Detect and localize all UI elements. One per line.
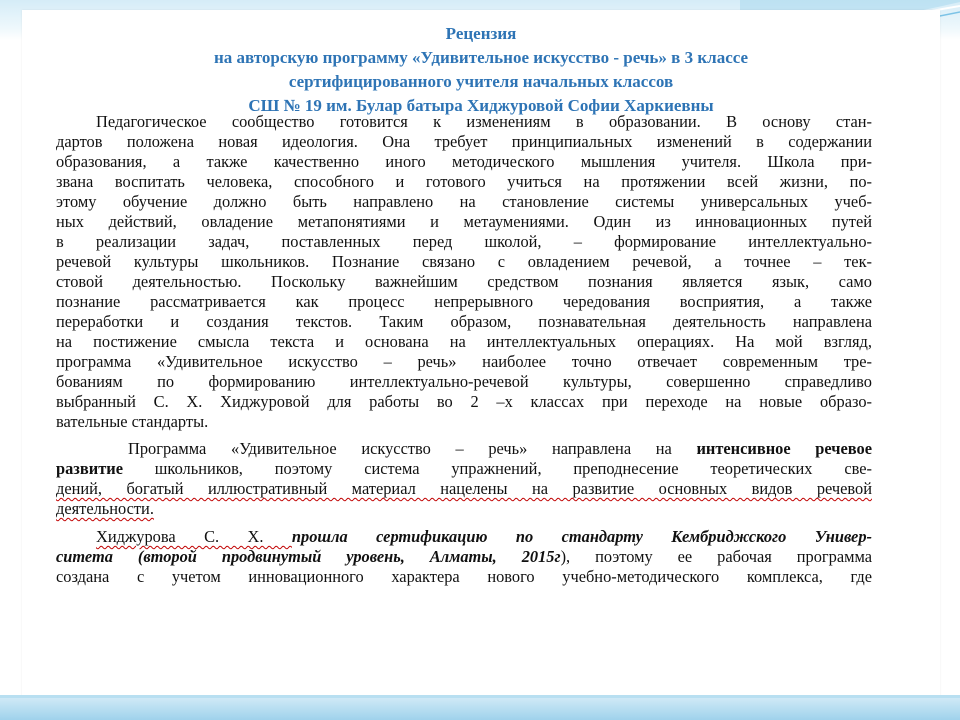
p3-bold-italic-text: ситета (второй продвинутый уровень, Алматы, 2015г <box>56 547 561 566</box>
p2-bold-text: интенсивное речевое <box>696 439 872 458</box>
p3-text: Хиджурова С. Х. <box>96 527 292 546</box>
p2-line: дений, богатый иллюстративный материал нацелены на развитие основных видов речевой <box>56 479 872 498</box>
document-title: Рецензия <box>445 24 517 43</box>
p1-line: бованиям по формированию интеллектуально-речевой культуры, совершенно справедливо <box>56 372 872 391</box>
p1-line: вательные стандарты. <box>56 412 209 431</box>
header-line-2: на авторскую программу «Удивительное искусство - речь» в 3 классе <box>213 48 749 67</box>
p2-text: школьников, поэтому система упражнений, преподнесение теоретических све- <box>122 459 872 478</box>
p1-line: переработки и создания текстов. Таким образом, познавательная деятельность направлена <box>56 312 872 331</box>
p1-line: выбранный С. Х. Хиджуровой для работы во 2 –х классах при переходе на новые образо- <box>56 392 872 411</box>
p3-line: создана с учетом инновационного характера нового учебно-методического комплекса, где <box>56 567 872 586</box>
p1-line: стовой деятельностью. Поскольку важнейшим средством познания является язык, само <box>56 272 872 291</box>
paragraph-2 <box>56 439 872 519</box>
p1-line: на постижение смысла текста и основана на интеллектуальных операциях. На мой взгляд, <box>56 332 872 351</box>
p2-line <box>56 439 872 459</box>
p2-text: Программа «Удивительное искусство – речь» направлена на <box>128 439 697 458</box>
p1-line: познание рассматривается как процесс непрерывного чередования восприятия, а также <box>56 292 872 311</box>
p1-line: дартов положена новая идеология. Она требует принципиальных изменений в содержании <box>56 132 872 151</box>
p3-line <box>56 547 872 567</box>
header-line-4: СШ № 19 им. Булар батыра Хиджуровой Софии Харкиевны <box>248 96 714 115</box>
document-body <box>56 112 872 587</box>
p1-line: образования, а также качественно иного методического мышления учителя. Школа при- <box>56 152 872 171</box>
bottom-decor-band <box>0 698 960 720</box>
p3-line <box>56 527 872 547</box>
p2-bold-text: развитие <box>56 459 123 478</box>
p3-text: ), поэтому ее рабочая программа <box>560 547 872 566</box>
p1-line: ных действий, овладение метапонятиями и метаумениями. Один из инновационных путей <box>56 212 872 231</box>
p2-line: деятельности. <box>56 499 154 518</box>
p3-bold-italic-text: прошла сертификацию по стандарту Кембриджского Универ- <box>291 527 872 546</box>
p1-line: в реализации задач, поставленных перед школой, – формирование интеллектуально- <box>56 232 872 251</box>
paragraph-1 <box>56 112 872 432</box>
document-header <box>22 22 940 118</box>
p1-line: Педагогическое сообщество готовится к изменениям в образовании. В основу стан- <box>96 112 872 131</box>
p2-line <box>56 459 872 479</box>
paragraph-3 <box>56 527 872 587</box>
p1-line: речевой культуры школьников. Познание связано с овладением речевой, а точнее – тек- <box>56 252 872 271</box>
header-line-3: сертифицированного учителя начальных классов <box>288 72 674 91</box>
p1-line: программа «Удивительное искусство – речь» наиболее точно отвечает современным тре- <box>56 352 872 371</box>
p1-line: этому обучение должно быть направлено на становление системы универсальных учеб- <box>56 192 872 211</box>
p1-line: звана воспитать человека, способного и готового учиться на протяжении всей жизни, по- <box>56 172 872 191</box>
